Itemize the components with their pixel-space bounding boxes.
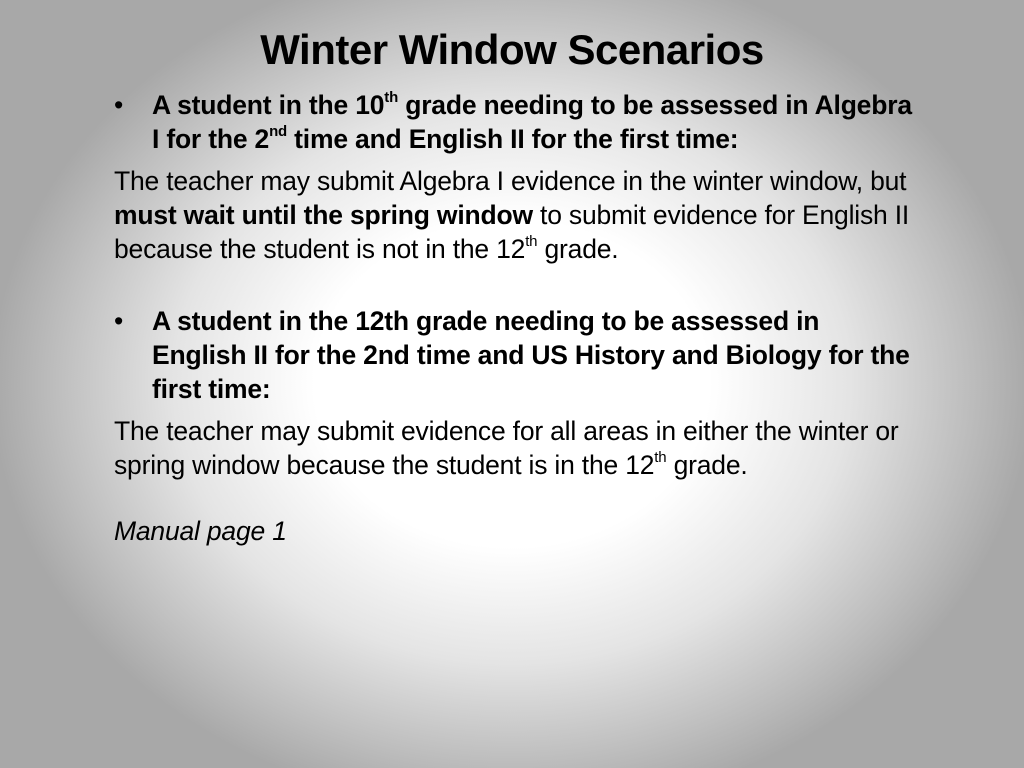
scenario-1-text-c: time and English II for the first time: (287, 124, 739, 154)
bullet-icon: • (114, 306, 124, 336)
scenario-2-explanation (114, 414, 914, 482)
scenario-1-text-a: A student in the 10 (152, 90, 385, 120)
scenario-1-text-b: grade needing to be assessed in Algebra I for the 2 (152, 90, 912, 154)
superscript: th (525, 233, 538, 251)
superscript: th (384, 89, 399, 107)
superscript: th (654, 449, 667, 467)
explanation-text-c: grade. (537, 234, 619, 264)
spacer (114, 266, 914, 304)
explanation-text-b: to submit evidence for English II because the student is not in the 12 (114, 200, 910, 264)
emphasis-text: must wait until the spring window (114, 200, 533, 230)
explanation-text-a: The teacher may submit evidence for all areas in either the winter or spring window because the student is in the 12 (114, 416, 899, 480)
slide-title: Winter Window Scenarios (260, 26, 764, 73)
scenario-1-explanation (114, 164, 914, 266)
explanation-text-b: grade. (666, 450, 748, 480)
scenario-2-bullet (114, 304, 914, 406)
manual-reference: Manual page 1 (114, 516, 287, 546)
spacer (114, 482, 914, 514)
scenario-1-bullet (114, 88, 914, 156)
bullet-icon: • (114, 90, 124, 120)
scenario-2-text: A student in the 12th grade needing to be assessed in English II for the 2nd time and US History and Biology for the first time: (152, 306, 910, 404)
explanation-text-a: The teacher may submit Algebra I evidence in the winter window, but (114, 166, 907, 196)
slide-body (114, 88, 914, 548)
superscript: nd (269, 123, 288, 141)
